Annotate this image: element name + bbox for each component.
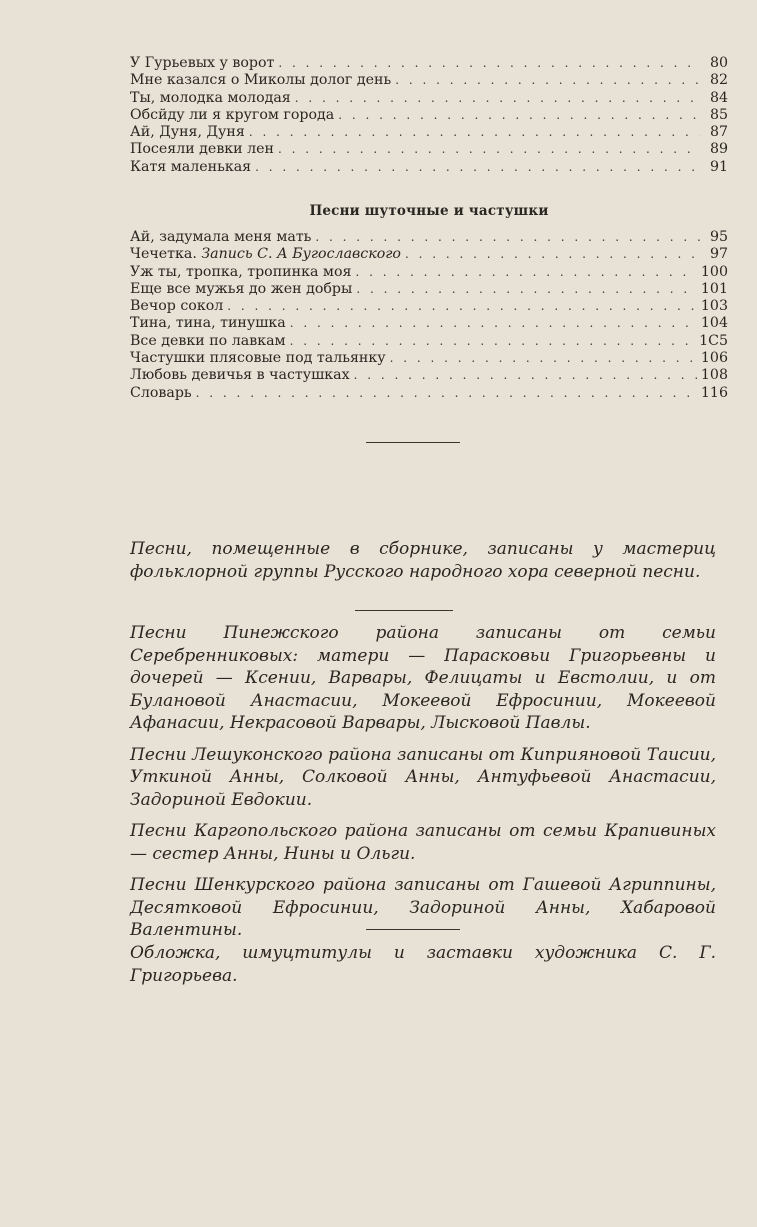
toc-page: 84 (709, 89, 728, 106)
toc-page: 103 (700, 298, 728, 315)
pinega-paragraph: Песни Пинежского района записаны от семьи Серебренниковых: матери — Парасковьи Григорьевны и дочерей — Ксении, Варвары, Фелицаты и Евстолии, и от Булановой Анастасии, Мокеевой Ефросинии, Мокеевой Афанасии, Некрасовой Варвары, Лысковой Павлы. (130, 623, 716, 733)
toc-title: Тина, тина, тинушка (130, 315, 286, 332)
toc-row (130, 229, 728, 246)
intro-paragraph: Песни, помещенные в сборнике, записаны у мастериц фольклорной группы Русского народного хора северной песни. (130, 539, 716, 582)
toc-row (130, 281, 728, 298)
toc-page: 85 (709, 106, 728, 123)
toc-title: Все девки по лавкам (130, 332, 286, 349)
toc-list-top (130, 55, 728, 176)
toc-leader (278, 55, 700, 72)
toc-title: Уж ты, тропка, тропинка моя (130, 263, 352, 280)
toc-title: У Гурьевых у ворот (130, 55, 275, 71)
toc-title: Посеяли девки лен (130, 141, 275, 158)
toc-page: 104 (700, 315, 728, 332)
credit-divider (366, 929, 460, 930)
toc-leader (338, 107, 700, 124)
toc-list-bottom (130, 229, 728, 402)
toc-row (130, 141, 728, 158)
toc-title: Ай, Дуня, Дуня (130, 124, 245, 141)
toc-leader (405, 246, 700, 263)
toc-row (130, 159, 728, 176)
toc-leader (295, 90, 700, 107)
toc-leader (249, 124, 700, 141)
toc-page: 106 (700, 350, 728, 367)
toc-page: 82 (709, 72, 728, 89)
toc-page: 80 (709, 55, 728, 71)
toc-row (130, 315, 728, 332)
toc-row (130, 367, 728, 384)
toc-title: Словарь (130, 384, 192, 401)
shenkursk-paragraph: Песни Шенкурского района записаны от Гашевой Агриппины, Десятковой Ефросинии, Задориной Анны, Хабаровой Валентины. (130, 875, 716, 940)
toc-row (130, 246, 728, 263)
toc-title-plain: Чечетка. (130, 246, 202, 263)
toc-leader (278, 141, 700, 158)
leshukonsky-paragraph: Песни Лешуконского района записаны от Киприяновой Таисии, Уткиной Анны, Солковой Анны, Антуфьевой Анастасии, Задориной Евдокии. (130, 744, 716, 810)
toc-leader (355, 264, 696, 281)
toc-row (130, 264, 728, 281)
toc-page: 89 (709, 141, 728, 158)
section-divider (366, 442, 460, 443)
toc-leader (354, 367, 697, 384)
toc-row (130, 72, 728, 89)
toc-page: 116 (700, 384, 728, 401)
toc-leader (290, 315, 697, 332)
toc-title: Ай, задумала меня мать (130, 229, 312, 245)
toc-title: Мне казался о Миколы долог день (130, 72, 392, 89)
notes-sources (130, 622, 716, 942)
toc-page: 108 (700, 367, 728, 384)
toc-page: 100 (700, 263, 728, 280)
toc-title: Катя маленькая (130, 158, 252, 175)
toc-row (130, 298, 728, 315)
toc-title (130, 246, 401, 263)
toc-row (130, 107, 728, 124)
toc-row (130, 350, 728, 367)
toc-title: Вечор сокол (130, 298, 224, 315)
toc-leader (196, 385, 697, 402)
notes-divider (355, 610, 453, 611)
toc-row (130, 55, 728, 72)
toc-page: 95 (709, 229, 728, 245)
toc-leader (356, 281, 697, 298)
toc-title-italic: Запись С. А Бугославского (201, 246, 401, 263)
toc-page: 1С5 (699, 332, 728, 349)
toc-page: 101 (700, 280, 728, 297)
section-heading: Песни шуточные и частушки (309, 203, 549, 219)
toc-row (130, 385, 728, 402)
illustrator-credit: Обложка, шмуцтитулы и заставки художника С. Г. Григорьева. (130, 943, 716, 986)
toc-row (130, 333, 728, 350)
toc-leader (255, 159, 700, 176)
toc-title: Ты, молодка молодая (130, 89, 291, 106)
toc-leader (227, 298, 697, 315)
toc-title: Любовь девичья в частушках (130, 367, 350, 384)
toc-leader (390, 350, 697, 367)
toc-page: 87 (709, 124, 728, 141)
toc-title: Обсйду ли я кругом города (130, 106, 335, 123)
notes-intro (130, 538, 716, 583)
kargopol-paragraph: Песни Каргопольского района записаны от семьи Крапивиных — сестер Анны, Нины и Ольги. (130, 821, 716, 864)
toc-leader (395, 72, 700, 89)
toc-page: 91 (709, 158, 728, 175)
toc-title: Частушки плясовые под тальянку (130, 350, 386, 367)
toc-leader (290, 333, 696, 350)
toc-row (130, 124, 728, 141)
toc-page: 97 (709, 246, 728, 263)
toc-row (130, 90, 728, 107)
toc-leader (315, 229, 700, 246)
toc-title: Еще все мужья до жен добры (130, 280, 353, 297)
